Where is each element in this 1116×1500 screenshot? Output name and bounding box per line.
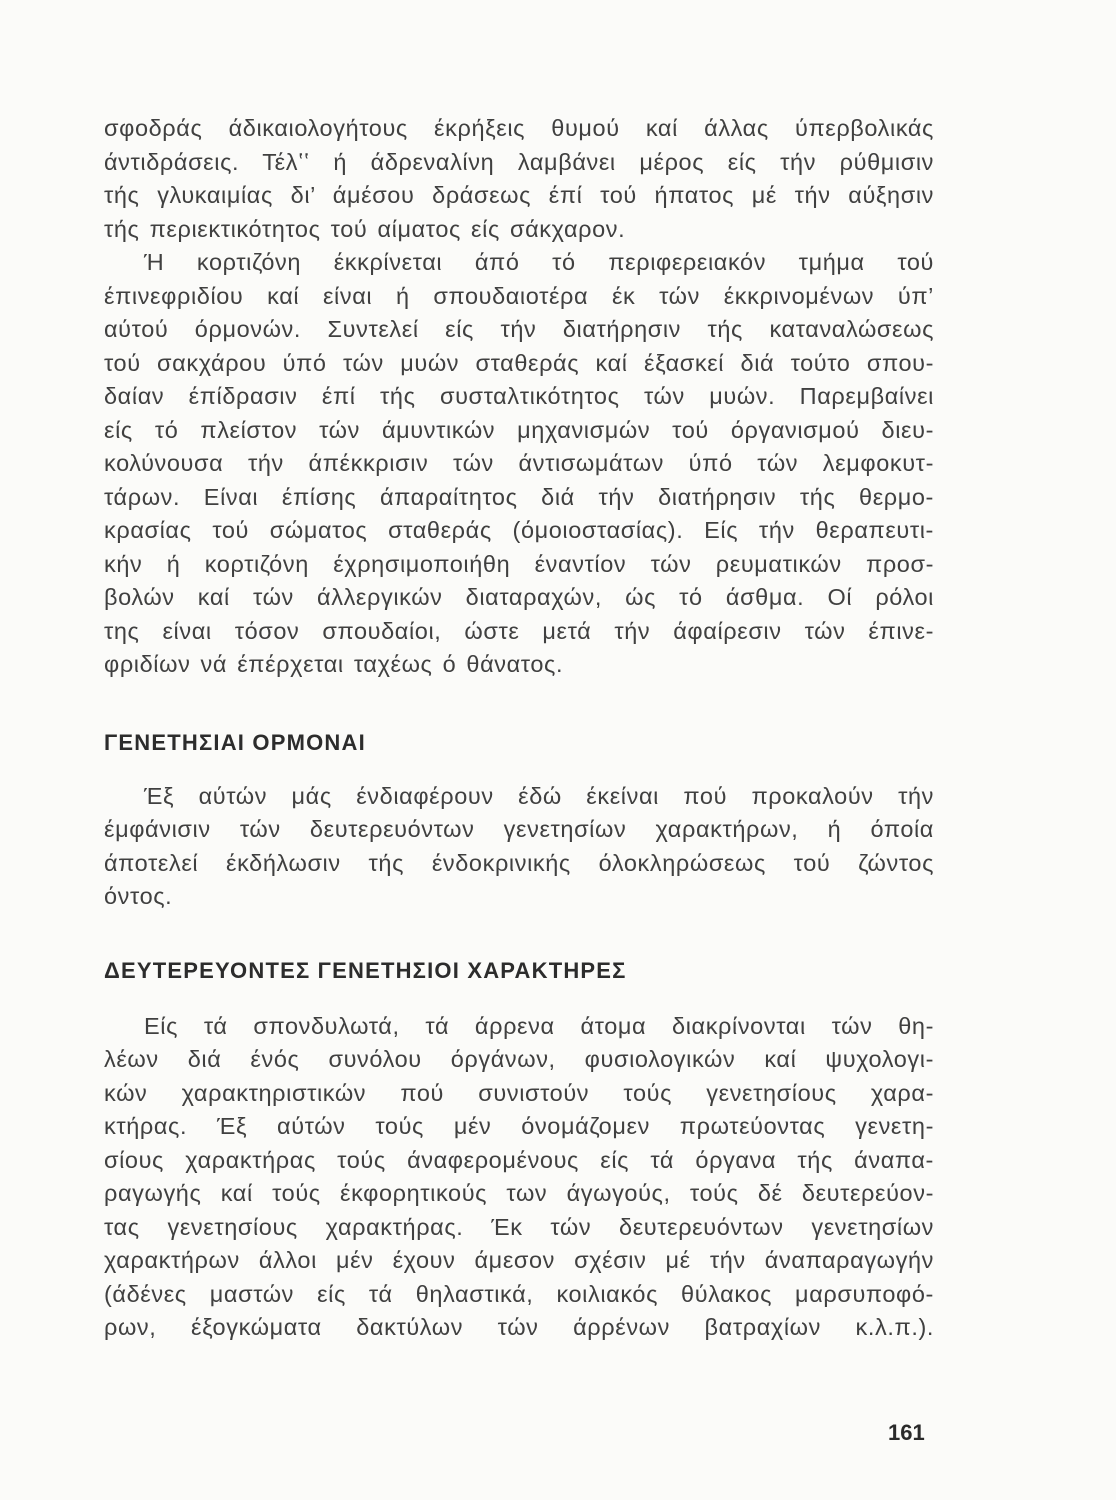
text-line: κρασίας τού σώματος σταθεράς (όμοιοστασίας). Είς τήν θεραπευτι-: [104, 517, 934, 543]
text-line: αύτού όρμονών. Συντελεί είς τήν διατήρησιν τής καταναλώσεως: [104, 316, 934, 342]
text-line: τάρων. Είναι έπίσης άπαραίτητος διά τήν διατήρησιν τής θερμο-: [104, 483, 934, 510]
text-line: τού σακχάρου ύπό τών μυών σταθεράς καί έξασκεί διά τούτο σπου-: [104, 349, 934, 376]
text-line: σίους χαρακτήρας τούς άναφερομένους είς τά όργανα τής άναπα-: [104, 1146, 934, 1173]
text-line: (άδένες μαστών είς τά θηλαστικά, κοιλιακός θύλακος μαρσυποφό-: [104, 1280, 934, 1307]
text-line: έπινεφριδίου καί είναι ή σπουδαιοτέρα έκ τών έκκρινομένων ύπ’: [104, 282, 934, 309]
text-line: άντιδράσεις. Τέλʽʽ ή άδρεναλίνη λαμβάνει μέρος είς τήν ρύθμισιν: [104, 148, 934, 175]
text-line: βολών καί τών άλλεργικών διαταραχών, ώς τό άσθμα. Οί ρόλοι: [104, 584, 934, 610]
text-line: έμφάνισιν τών δευτερευόντων γενετησίων χαρακτήρων, ή όποία: [104, 816, 934, 842]
text-line: κήν ή κορτιζόνη έχρησιμοποιήθη έναντίον τών ρευματικών προσ-: [104, 550, 934, 577]
text-line: είς τό πλείστον τών άμυντικών μηχανισμών τού όργανισμού διευ-: [104, 416, 934, 443]
text-line: λέων διά ένός συνόλου όργάνων, φυσιολογικών καί ψυχολογι-: [104, 1046, 934, 1072]
text-line: Ή κορτιζόνη έκκρίνεται άπό τό περιφερειακόν τμήμα τού: [144, 249, 934, 275]
text-line: δαίαν έπίδρασιν έπί τής συσταλτικότητος τών μυών. Παρεμβαίνει: [104, 383, 934, 409]
text-line: χαρακτήρων άλλοι μέν έχουν άμεσον σχέσιν μέ τήν άναπαραγωγήν: [104, 1247, 934, 1273]
paragraph-secondary-characters: [104, 1010, 934, 1345]
text-line: φριδίων νά έπέρχεται ταχέως ό θάνατος.: [104, 651, 564, 677]
text-line: τής γλυκαιμίας δι’ άμέσου δράσεως έπί τού ήπατος μέ τήν αύξησιν: [104, 182, 934, 208]
text-line: της είναι τόσον σπουδαίοι, ώστε μετά τήν άφαίρεσιν τών έπινε-: [104, 617, 934, 644]
section-heading-secondary-characters: ΔΕΥΤΕΡΕΥΟΝΤΕΣ ΓΕΝΕΤΗΣΙΟΙ ΧΑΡΑΚΤΗΡΕΣ: [104, 957, 627, 983]
text-line: τής περιεκτικότητος τού αίματος είς σάκχαρον.: [104, 215, 626, 242]
text-line: ρων, έξογκώματα δακτύλων τών άρρένων βατραχίων κ.λ.π.).: [104, 1314, 934, 1340]
text-line: κών χαρακτηριστικών πού συνιστούν τούς γενετησίους χαρα-: [104, 1079, 934, 1106]
text-line: κολύνουσα τήν άπέκκρισιν τών άντισωμάτων ύπό τών λεμφοκυτ-: [104, 450, 934, 476]
text-line: ραγωγής καί τούς έκφορητικούς των άγωγούς, τούς δέ δευτερεύον-: [104, 1180, 934, 1206]
text-line: Είς τά σπονδυλωτά, τά άρρενα άτομα διακρίνονται τών θη-: [144, 1012, 934, 1039]
text-line: άποτελεί έκδήλωσιν τής ένδοκρινικής όλοκληρώσεως τού ζώντος: [104, 849, 934, 876]
paragraph-genetic-hormones: [104, 780, 934, 914]
text-line: τας γενετησίους χαρακτήρας. Έκ τών δευτερευόντων γενετησίων: [104, 1213, 934, 1240]
text-line: όντος.: [104, 883, 173, 909]
text-line: Έξ αύτών μάς ένδιαφέρουν έδώ έκείναι πού προκαλούν τήν: [144, 782, 934, 809]
section-heading-genetic-hormones: ΓΕΝΕΤΗΣΙΑΙ ΟΡΜΟΝΑΙ: [104, 729, 366, 755]
page-body: [104, 112, 934, 1345]
paragraph-adrenaline-cortisone: [104, 112, 934, 682]
text-line: σφοδράς άδικαιολογήτους έκρήξεις θυμού καί άλλας ύπερβολικάς: [104, 115, 934, 141]
text-line: κτήρας. Έξ αύτών τούς μέν όνομάζομεν πρωτεύοντας γενετη-: [104, 1113, 934, 1139]
page-number: 161: [888, 1420, 925, 1445]
